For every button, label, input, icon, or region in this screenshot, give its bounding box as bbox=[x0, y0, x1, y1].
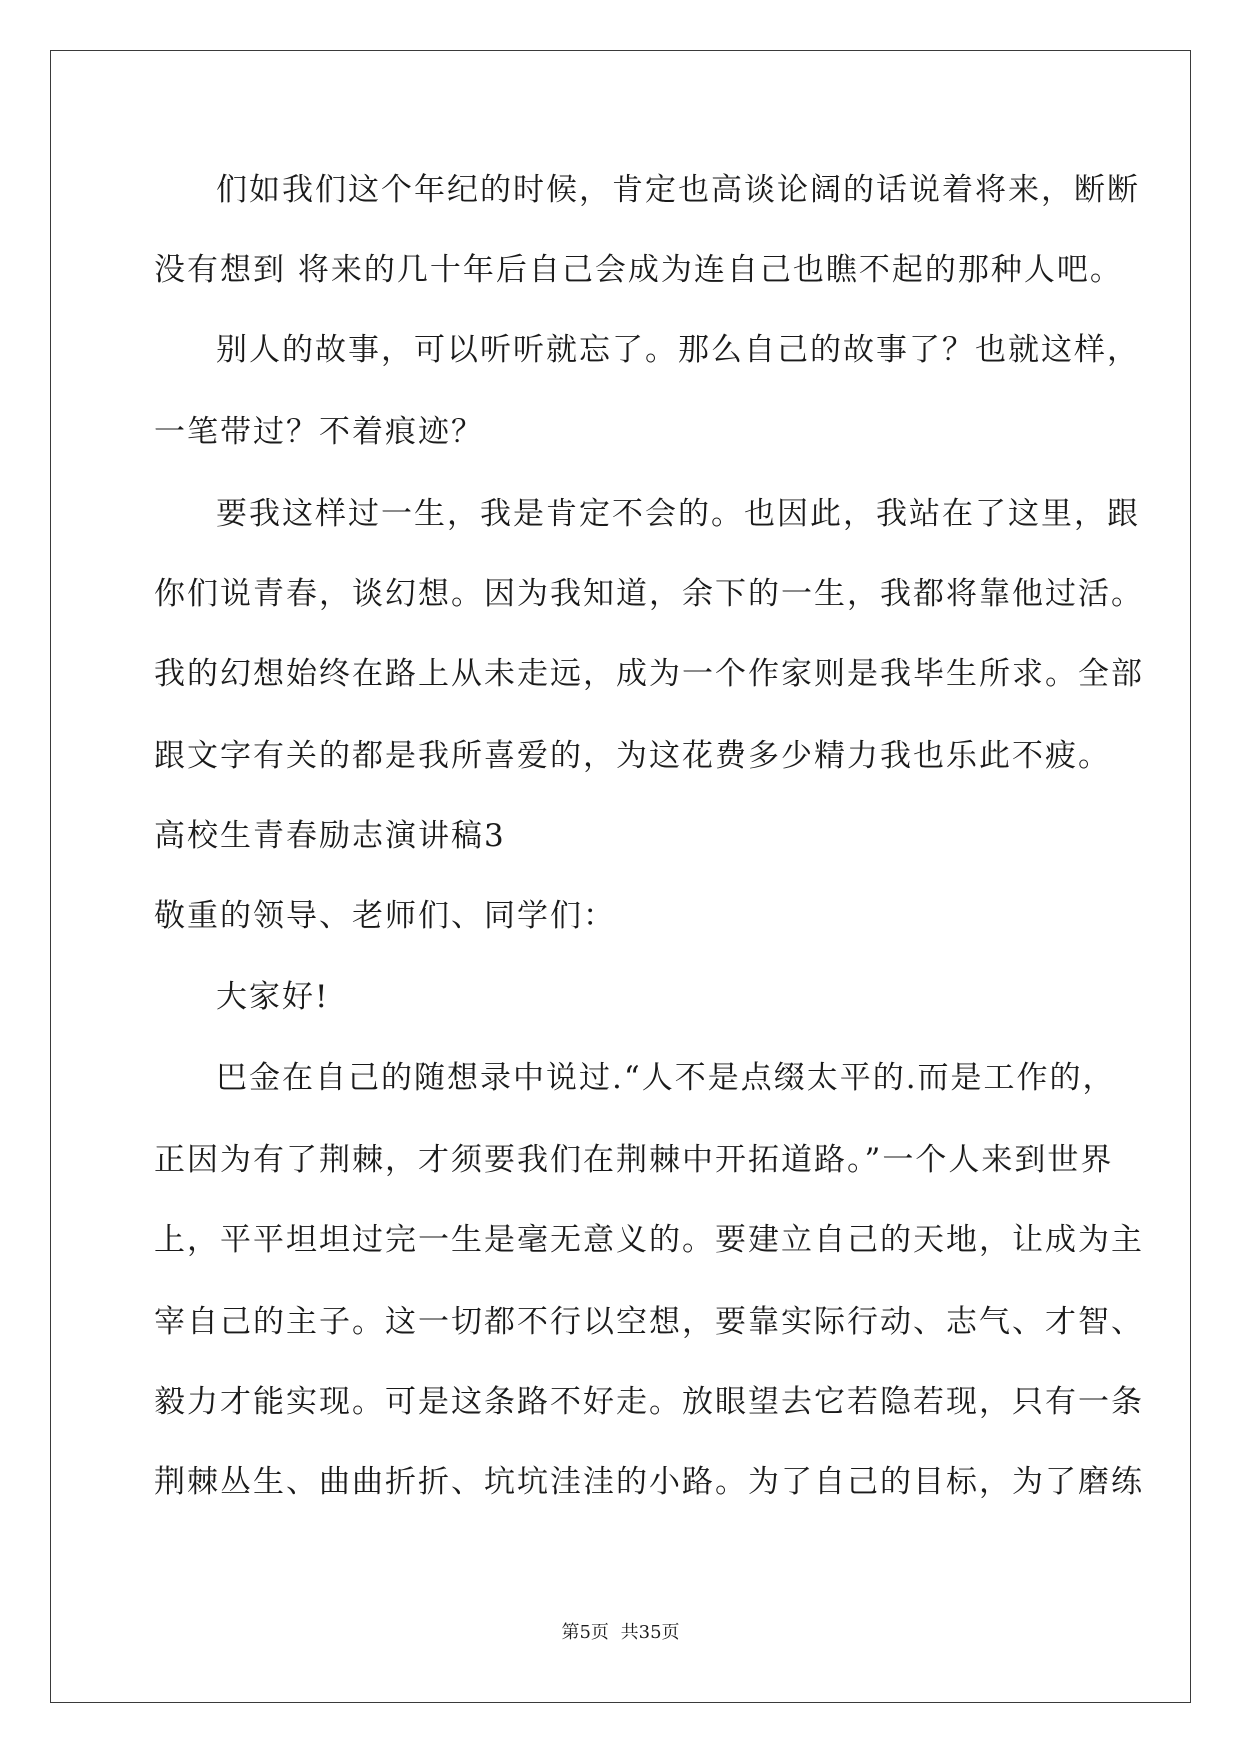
paragraph-line: 跟文字有关的都是我所喜爱的，为这花费多少精力我也乐此不疲。 bbox=[154, 738, 1111, 774]
paragraph-line: 巴金在自己的随想录中说过.“人不是点缀太平的.而是工作的， bbox=[216, 1060, 1116, 1096]
paragraph-line: 毅力才能实现。可是这条路不好走。放眼望去它若隐若现，只有一条 bbox=[154, 1384, 1144, 1420]
page-footer bbox=[0, 1618, 1241, 1644]
paragraph-line: 我的幻想始终在路上从未走远，成为一个作家则是我毕生所求。全部 bbox=[154, 656, 1144, 692]
page-number: 第5页 bbox=[561, 1622, 609, 1643]
paragraph-line: 们如我们这个年纪的时候，肯定也高谈论阔的话说着将来，断断 bbox=[216, 172, 1140, 208]
paragraph-line: 正因为有了荆棘，才须要我们在荆棘中开拓道路。”一个人来到世界 bbox=[154, 1142, 1114, 1178]
salutation: 敬重的领导、老师们、同学们： bbox=[154, 898, 616, 934]
paragraph-line: 别人的故事，可以听听就忘了。那么自己的故事了？也就这样， bbox=[216, 332, 1140, 368]
paragraph-line: 上，平平坦坦过完一生是毫无意义的。要建立自己的天地，让成为主 bbox=[154, 1222, 1144, 1258]
page-total: 共35页 bbox=[620, 1622, 680, 1643]
paragraph-line: 你们说青春，谈幻想。因为我知道，余下的一生，我都将靠他过活。 bbox=[154, 576, 1144, 612]
paragraph-line: 一笔带过？不着痕迹？ bbox=[154, 414, 484, 450]
greeting: 大家好! bbox=[216, 979, 330, 1015]
paragraph-line: 要我这样过一生，我是肯定不会的。也因此，我站在了这里，跟 bbox=[216, 496, 1140, 532]
page-border bbox=[50, 50, 1191, 1703]
section-heading: 高校生青春励志演讲稿3 bbox=[154, 818, 506, 854]
paragraph-line: 荆棘丛生、曲曲折折、坑坑洼洼的小路。为了自己的目标，为了磨练 bbox=[154, 1464, 1144, 1500]
paragraph-line: 没有想到 将来的几十年后自己会成为连自己也瞧不起的那种人吧。 bbox=[154, 252, 1123, 288]
paragraph-line: 宰自己的主子。这一切都不行以空想，要靠实际行动、志气、才智、 bbox=[154, 1304, 1144, 1340]
